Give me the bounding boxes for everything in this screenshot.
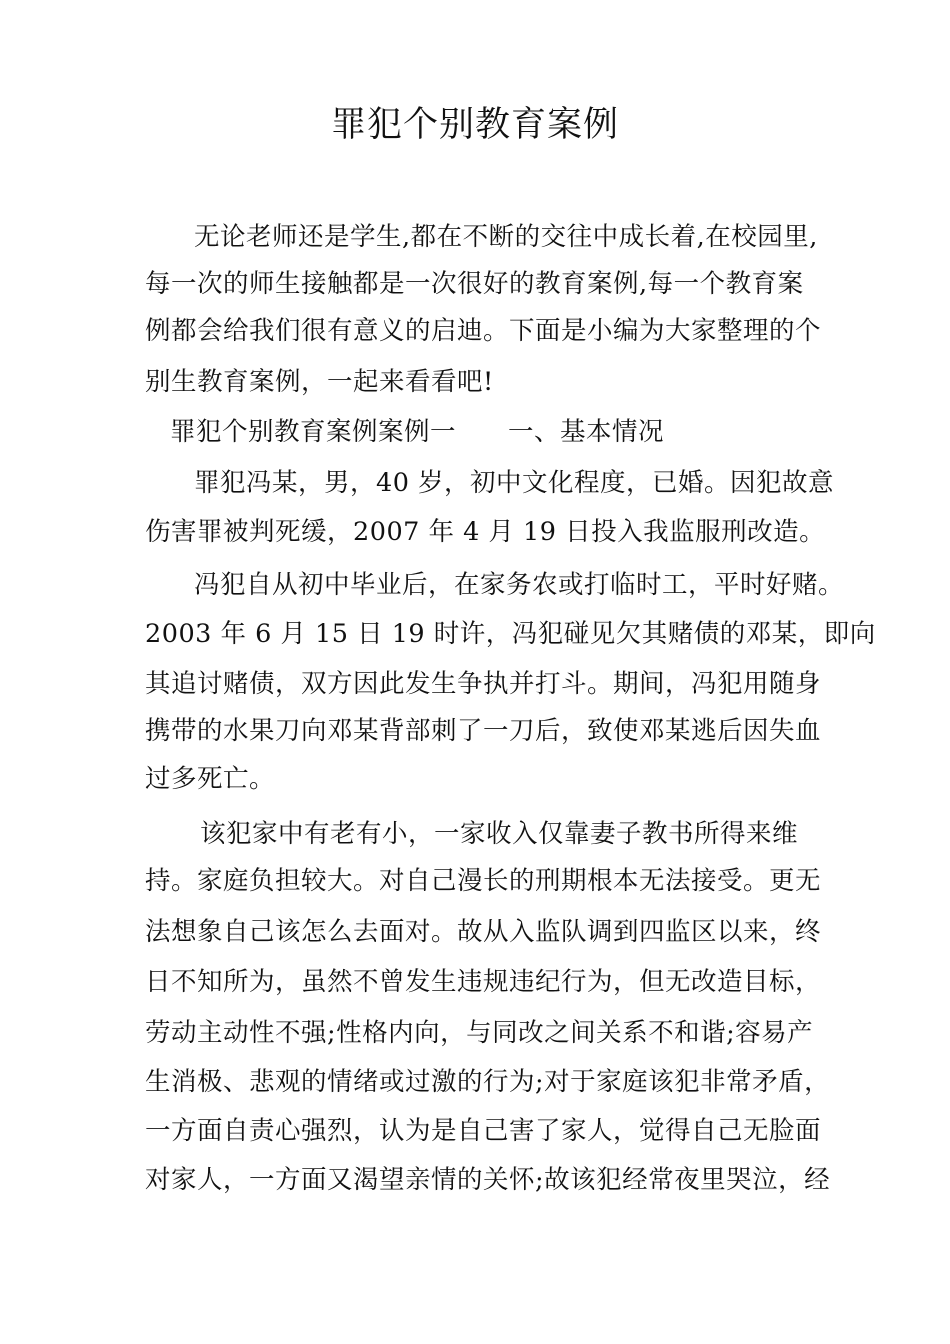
text-line: 例都会给我们很有意义的启迪。下面是小编为大家整理的个 — [145, 316, 822, 346]
text-line: 携带的水果刀向邓某背部刺了一刀后，致使邓某逃后因失血 — [145, 716, 822, 746]
text-line: 过多死亡。 — [145, 764, 276, 794]
text-line: 冯犯自从初中毕业后，在家务农或打临时工，平时好赌。 — [194, 570, 845, 600]
text-line: 生消极、悲观的情绪或过激的行为;对于家庭该犯非常矛盾， — [145, 1067, 831, 1097]
text-line: 每一次的师生接触都是一次很好的教育案例,每一个教育案 — [145, 269, 804, 299]
text-line: 持。家庭负担较大。对自己漫长的刑期根本无法接受。更无 — [145, 866, 822, 896]
text-line: 该犯家中有老有小，一家收入仅靠妻子教书所得来维 — [200, 819, 799, 849]
text-line: 劳动主动性不强;性格内向，与同改之间关系不和谐;容易产 — [145, 1018, 814, 1048]
document-title: 罪犯个别教育案例 — [330, 105, 619, 145]
text-line: 法想象自己该怎么去面对。故从入监队调到四监区以来，终 — [145, 917, 822, 947]
text-line: 2003 年 6 月 15 日 19 时许，冯犯碰见欠其赌债的邓某，即向 — [145, 619, 876, 649]
text-line: 别生教育案例，一起来看看吧! — [145, 367, 494, 397]
text-line: 其追讨赌债，双方因此发生争执并打斗。期间，冯犯用随身 — [145, 669, 822, 699]
text-line: 日不知所为，虽然不曾发生违规违纪行为，但无改造目标， — [145, 967, 822, 997]
text-line: 一方面自责心强烈，认为是自己害了家人，觉得自己无脸面 — [145, 1116, 822, 1146]
text-line: 罪犯冯某，男，40 岁，初中文化程度，已婚。因犯故意 — [194, 468, 835, 498]
text-line: 对家人，一方面又渴望亲情的关怀;故该犯经常夜里哭泣，经 — [145, 1165, 831, 1195]
text-line: 伤害罪被判死缓，2007 年 4 月 19 日投入我监服刑改造。 — [145, 517, 826, 547]
text-line: 无论老师还是学生,都在不断的交往中成长着,在校园里, — [194, 222, 818, 252]
section-heading: 罪犯个别教育案例案例一 一、基本情况 — [170, 417, 665, 447]
